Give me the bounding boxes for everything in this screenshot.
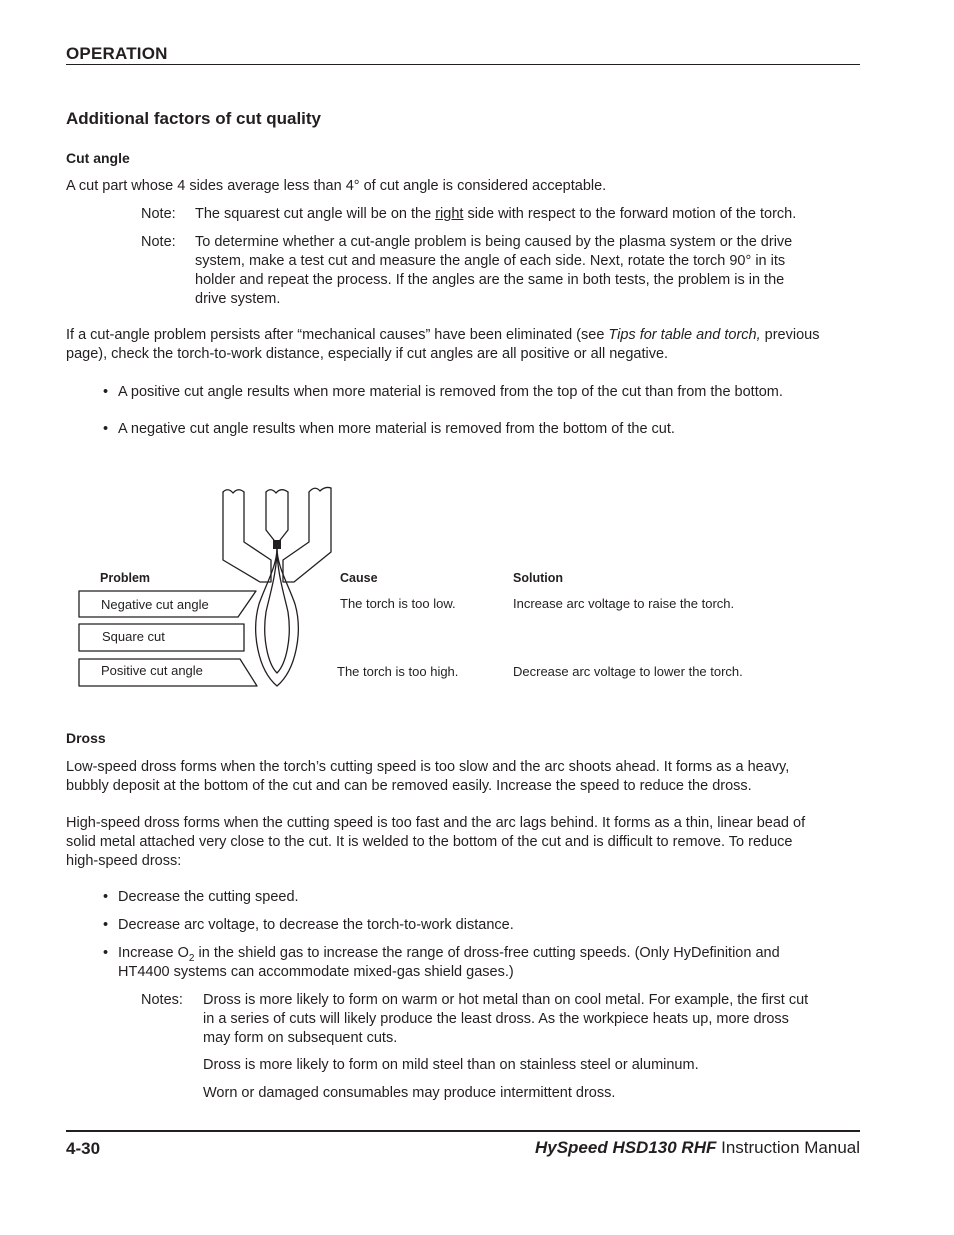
dross-bullet-voltage: • Decrease arc voltage, to decrease the torch-to-work distance.	[103, 917, 514, 933]
cause-too-high: The torch is too high.	[337, 664, 459, 679]
solution-raise: Increase arc voltage to raise the torch.	[513, 596, 735, 611]
dross-bullet-speed: • Decrease the cutting speed.	[103, 889, 299, 905]
problem-positive: Positive cut angle	[101, 663, 203, 678]
notes-mild-steel: Dross is more likely to form on mild steel than on stainless steel or aluminum.	[203, 1057, 699, 1073]
problem-square: Square cut	[102, 629, 165, 644]
cause-too-low: The torch is too low.	[340, 596, 456, 611]
cut-angle-title: Cut angle	[66, 150, 130, 166]
torch-left-wall	[223, 492, 271, 582]
dross-para1: Low-speed dross forms when the torch’s cutting speed is too slow and the arc shoots ahead. It forms as a heavy, bubbly deposit at the bottom of the cut and can be removed easily. Increase the speed to reduce the dross.	[66, 759, 790, 794]
bullet-positive-angle: • A positive cut angle results when more material is removed from the top of the cut than from the bottom.	[103, 384, 783, 400]
notes-warm-metal: Dross is more likely to form on warm or hot metal than on cool metal. For example, the first cut in a series of cuts will likely produce the least dross. As the workpiece heats up, more dross may form on subsequent cuts.	[203, 992, 809, 1046]
note1-underlined: right	[435, 206, 464, 222]
torch-electrode	[266, 492, 288, 544]
notes-consumables: Worn or damaged consumables may produce intermittent dross.	[203, 1085, 616, 1101]
cut-angle-intro: A cut part whose 4 sides average less than 4° of cut angle is considered acceptable.	[66, 178, 607, 194]
torch-right-wall	[283, 488, 331, 582]
dross-title: Dross	[66, 730, 106, 746]
electrode-tip	[273, 540, 281, 549]
bullet-negative-angle: • A negative cut angle results when more material is removed from the bottom of the cut.	[103, 421, 675, 437]
col-problem-header: Problem	[100, 571, 151, 585]
page-number: 4-30	[66, 1139, 101, 1158]
dross-para2: High-speed dross forms when the cutting speed is too fast and the arc lags behind. It forms as a thin, linear bead of solid metal attached very close to the cut. It is welded to the bottom of the cut and is difficult to remove. To reduce high-speed dross:	[66, 815, 806, 869]
cut-angle-paragraph: If a cut-angle problem persists after “mechanical causes” have been eliminated (see Tips for table and torch, previous page), check the torch-to-work distance, especially if cut angles are all positive or all negative.	[66, 327, 820, 362]
col-cause-header: Cause	[340, 571, 378, 585]
page-heading: Additional factors of cut quality	[66, 109, 322, 128]
section-header: OPERATION	[66, 44, 168, 63]
arc-outer	[256, 548, 299, 686]
note2-text: To determine whether a cut-angle problem is being caused by the plasma system or the drive system, make a test cut and measure the angle of each side. Next, rotate the torch 90° in its holder and repeat the process. If the angles are the same in both tests, the problem is in the drive system.	[195, 234, 793, 307]
problem-negative: Negative cut angle	[101, 597, 209, 612]
note1-text: The squarest cut angle will be on the right side with respect to the forward motion of the torch.	[195, 206, 797, 222]
manual-title: HySpeed HSD130 RHF Instruction Manual	[534, 1138, 860, 1157]
note2-label: Note:	[141, 234, 176, 250]
dross-bullet-oxygen: • Increase $O_2$ in the shield gas to increase the range of dross-free cutting speeds. (Only HyDefinition and HT4400 systems can accommodate mixed-gas shield gases.)	[103, 945, 780, 980]
col-solution-header: Solution	[513, 571, 563, 585]
arc-inner	[265, 548, 290, 673]
solution-lower: Decrease arc voltage to lower the torch.	[513, 664, 743, 679]
note1-label: Note:	[141, 206, 176, 222]
footer-rule	[66, 1130, 860, 1132]
notes-label: Notes:	[141, 992, 183, 1008]
